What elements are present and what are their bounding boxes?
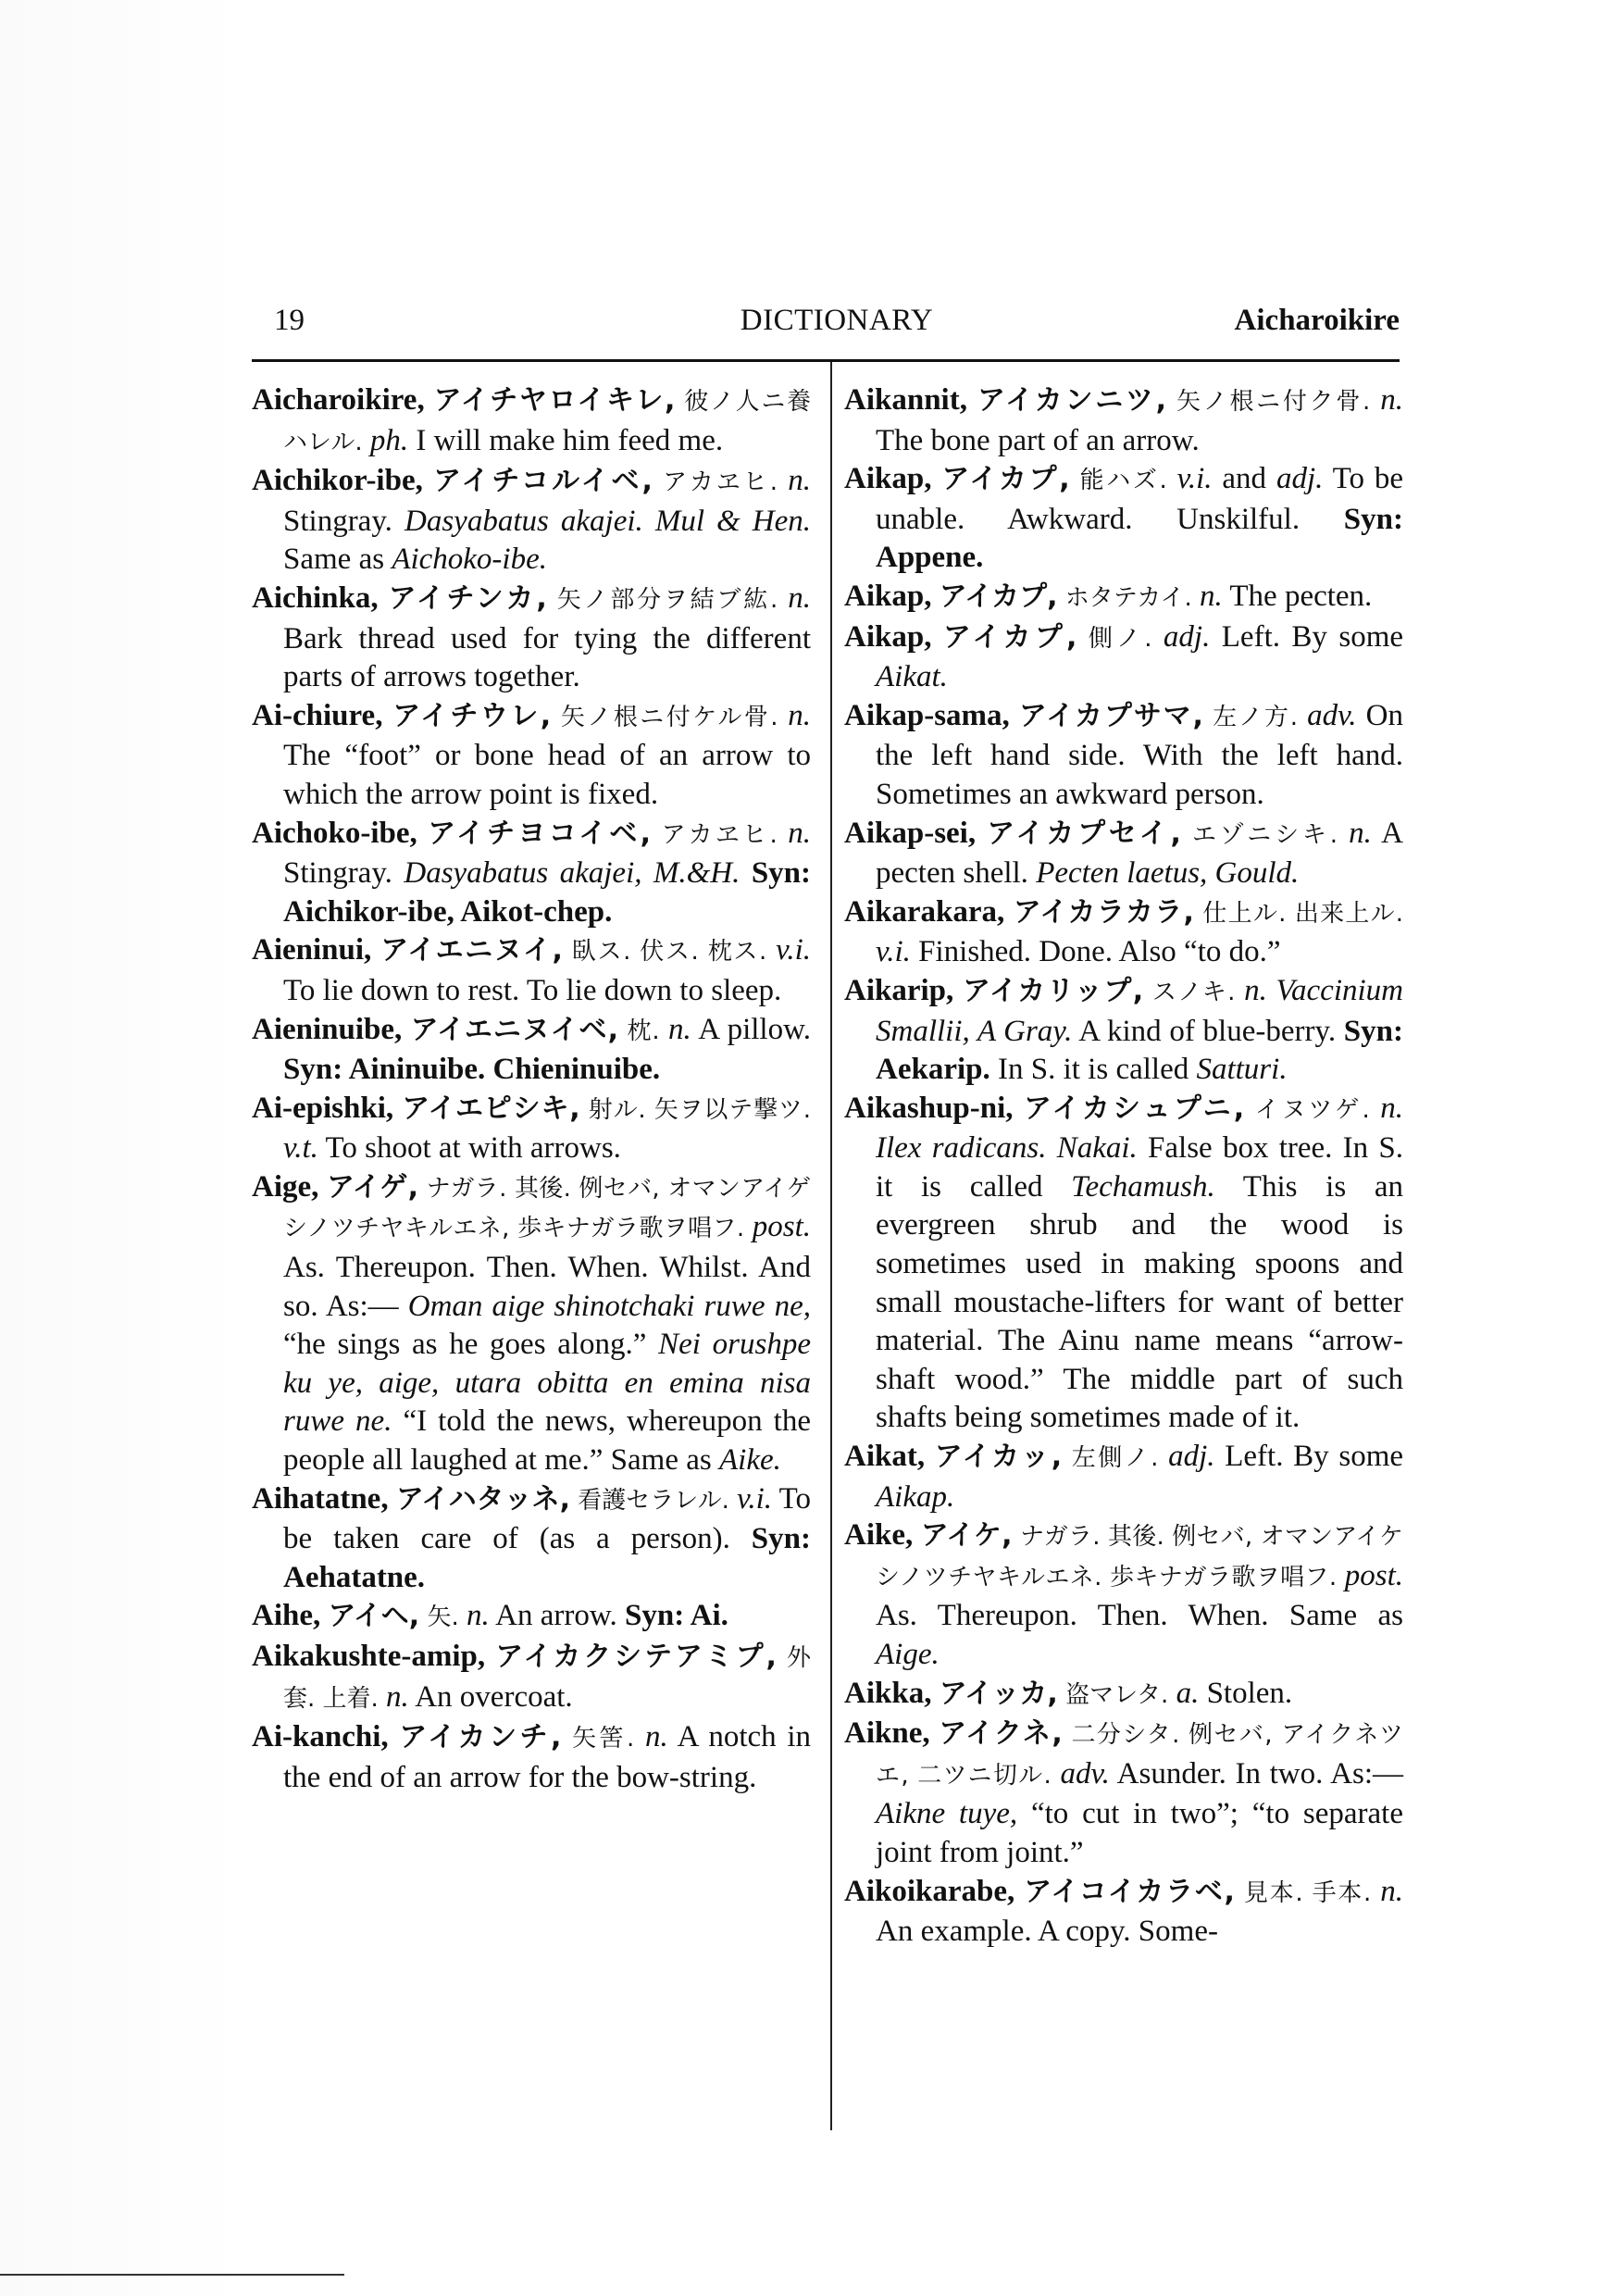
dictionary-entry: Aikap, アイカプ, 側ノ. adj. Left. By some Aikat. <box>844 619 1404 694</box>
dictionary-entry: Aihatatne, アイハタッネ, 看護セラレル. v.i. To be taken care of (as a person). Syn: Aehatatne. <box>252 1481 812 1594</box>
dictionary-entry: Aieninuibe, アイエニヌイベ, 枕. n. A pillow. Syn: Aininuibe. Chieninuibe. <box>252 1012 812 1087</box>
dictionary-entry: Aikka, アイッカ, 盗マレタ. a. Stolen. <box>844 1676 1293 1710</box>
dictionary-entry: Aikannit, アイカンニツ, 矢ノ根ニ付ク骨. n. The bone part of an arrow. <box>844 383 1404 457</box>
dictionary-entry: Ai-epishki, アイエピシキ, 射ル. 矢ヲ以テ撃ツ. v.t. To shoot at with arrows. <box>252 1091 811 1166</box>
dictionary-entry: Aikoikarabe, アイコイカラベ, 見本. 手本. n. An example. A copy. Some- <box>844 1874 1404 1949</box>
dictionary-entry: Aikap-sama, アイカプサマ, 左ノ方. adv. On the left hand side. With the left hand. Sometimes an awkward person. <box>844 698 1404 811</box>
dictionary-entry: Ai-chiure, アイチウレ, 矢ノ根ニ付ケル骨. n. The “foot” or bone head of an arrow to which the arrow point is fixed. <box>252 698 812 811</box>
column-divider <box>830 362 832 2130</box>
footer-line <box>0 2274 344 2276</box>
dictionary-entry: Aichinka, アイチンカ, 矢ノ部分ヲ結ブ紘. n. Bark thread used for tying the different parts of arrows together. <box>252 580 812 694</box>
dictionary-entry: Aikat, アイカッ, 左側ノ. adj. Left. By some Aikap. <box>844 1440 1404 1514</box>
dictionary-entry: Aikne, アイクネ, 二分シタ. 例セバ, アイクネツエ, 二ツニ切ル. adv. Asunder. In two. As:—Aikne tuye, “to cut in two”; “to separate joint from joint.” <box>844 1716 1404 1869</box>
left-column <box>252 381 811 1797</box>
dictionary-entry: Aieninui, アイエニヌイ, 臥ス. 伏ス. 枕ス. v.i. To lie down to rest. To lie down to sleep. <box>252 933 812 1007</box>
dictionary-entry: Aikarip, アイカリップ, スノキ. n. Vaccinium Smallii, A Gray. A kind of blue-berry. Syn: Aekarip. In S. it is called Satturi. <box>844 973 1403 1087</box>
page-margin <box>0 0 241 2296</box>
page-title: DICTIONARY <box>740 304 934 337</box>
dictionary-entry: Aikap-sei, アイカプセイ, エゾニシキ. n. A pecten shell. Pecten laetus, Gould. <box>844 816 1404 891</box>
header-rule <box>252 359 1400 362</box>
dictionary-entry: Aicharoikire, アイチヤロイキレ, 彼ノ人ニ養ハレル. ph. I will make him feed me. <box>252 383 812 457</box>
dictionary-entry: Aikap, アイカプ, ホタテカイ. n. The pecten. <box>844 579 1373 613</box>
guide-word: Aicharoikire <box>1234 304 1400 337</box>
dictionary-entry: Aikashup-ni, アイカシュプニ, イヌツゲ. n. Ilex radicans. Nakai. False box tree. In S. it is called Techamush. This is an evergreen shrub and the wood is sometimes used in making spoons and small moustache-lifters for want of better material. The Ainu name means “arrow-shaft wood.” The middle part of such shafts being sometimes made of it. <box>844 1091 1404 1435</box>
running-head <box>274 298 1400 343</box>
dictionary-entry: Aichoko-ibe, アイチヨコイベ, アカヱヒ. n. Stingray. Dasyabatus akajei, M.&H. Syn: Aichikor-ibe, Aikot-chep. <box>252 816 812 929</box>
dictionary-entry: Aikap, アイカプ, 能ハズ. v.i. and adj. To be unable. Awkward. Unskilful. Syn: Appene. <box>844 462 1404 575</box>
dictionary-entry: Aike, アイケ, ナガラ. 其後. 例セバ, オマンアイケシノツチヤキルエネ. 歩キナガラ歌ヲ唱フ. post. As. Thereupon. Then. When. Same as Aige. <box>844 1518 1403 1671</box>
dictionary-entry: Aichikor-ibe, アイチコルイベ, アカヱヒ. n. Stingray. Dasyabatus akajei. Mul & Hen. Same as Aichoko-ibe. <box>252 464 812 577</box>
page-number: 19 <box>274 304 305 337</box>
dictionary-entry: Ai-kanchi, アイカンチ, 矢筈. n. A notch in the end of an arrow for the bow-string. <box>252 1720 811 1794</box>
dictionary-entry: Aihe, アイヘ, 矢. n. An arrow. Syn: Ai. <box>252 1599 728 1633</box>
right-column <box>844 381 1403 1952</box>
dictionary-entry: Aige, アイゲ, ナガラ. 其後. 例セバ, オマンアイゲシノツチヤキルエネ, 歩キナガラ歌ヲ唱フ. post. As. Thereupon. Then. When. Whilst. And so. As:— Oman aige shinotchaki ruwe ne, “he sings as he goes along.” Nei orushpe ku ye, aige, utara obitta en emina nisa ruwe ne. “I told the news, whereupon the people all laughed at me.” Same as Aike. <box>252 1169 812 1478</box>
dictionary-entry: Aikakushte-amip, アイカクシテアミプ, 外套. 上着. n. An overcoat. <box>252 1640 812 1714</box>
dictionary-entry: Aikarakara, アイカラカラ, 仕上ル. 出来上ル. v.i. Finished. Done. Also “to do.” <box>844 894 1404 969</box>
